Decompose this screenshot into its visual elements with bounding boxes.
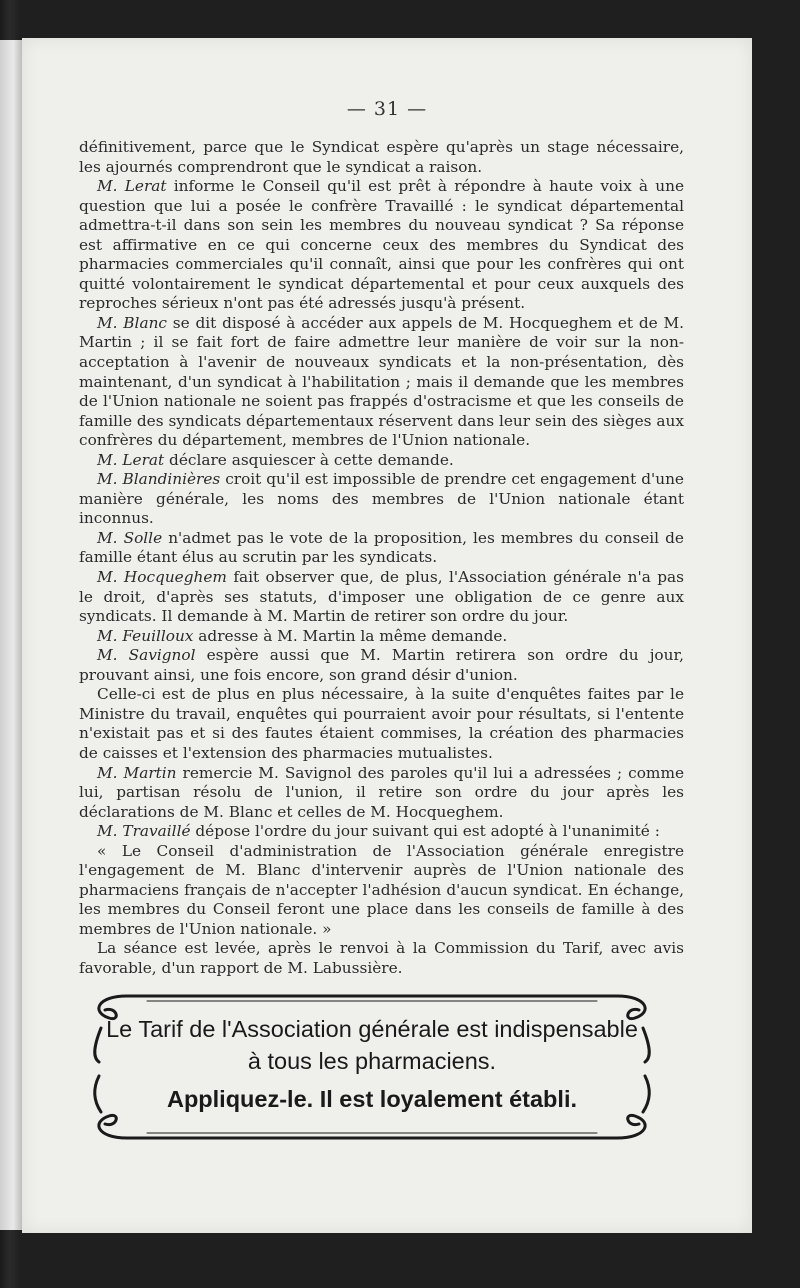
paragraph-7: M. Feuilloux adresse à M. Martin la même demande. [97,626,508,645]
paragraph-6: M. Hocqueghem fait observer que, de plus, l'Association générale n'a pas le droit, d'après ses statuts, d'imposer une obligation de ce genre aux syndicats. Il demande à M. Martin de retirer son ordre du jour. [79,568,684,626]
paragraph-4: M. Blandinières croit qu'il est impossible de prendre cet engagement d'une manière générale, les noms des membres de l'Union nationale étant inconnus. [79,470,684,528]
ad-slogan: Appliquez-le. Il est loyalement établi. [166,1086,578,1112]
ad-headline: Le Tarif de l'Association générale est indispensable [106,1016,638,1042]
page-number: — 31 — [346,98,428,120]
paragraph-12: « Le Conseil d'administration de l'Association générale enregistre l'engagement de M. Blanc d'intervenir auprès de l'Union nationale des pharmaciens français de n'accepter l'adhésion d'aucun syndicat. En échange, les membres du Conseil feront une place dans les conseils de famille à des membres de l'Union nationale. » [79,841,684,938]
paragraph-1: M. Lerat informe le Conseil qu'il est prêt à répondre à haute voix à une question que lui a posée le confrère Travaillé : le syndicat départemental admettra-t-il dans son sein les membres du nouveau syndicat ? Sa réponse est affirmative en ce qui concerne ceux des membres du Syndicat des pharmacies commerciales qu'il connaît, ainsi que pour les confrères qui ont quitté volontairement le syndicat départemental et pour ceux auxquels des reproches sérieux n'ont pas été adressés jusqu'à présent. [79,177,684,313]
paragraph-13: La séance est levée, après le renvoi à la Commission du Tarif, avec avis favorable, d'un rapport de M. Labussière. [79,939,684,977]
paragraph-10: M. Martin remercie M. Savignol des paroles qu'il lui a adressées ; comme lui, partisan résolu de l'union, il retire son ordre du jour après les déclarations de M. Blanc et celles de M. Hocqueghem. [79,763,684,821]
paragraph-11: M. Travaillé dépose l'ordre du jour suivant qui est adopté à l'unanimité : [97,822,660,841]
paragraph-5: M. Solle n'admet pas le vote de la proposition, les membres du conseil de famille étant élus au scrutin par les syndicats. [79,528,684,567]
body-text [79,138,684,979]
paragraph-0: définitivement, parce que le Syndicat espère qu'après un stage nécessaire, les ajournés comprendront que le syndicat a raison. [79,138,684,176]
paragraph-8: M. Savignol espère aussi que M. Martin retirera son ordre du jour, prouvant ainsi, une fois encore, son grand désir d'union. [79,646,684,684]
paragraph-3: M. Lerat déclare asquiescer à cette demande. [97,450,454,469]
advertisement-box [87,988,657,1148]
ad-subline: à tous les pharmaciens. [247,1048,497,1074]
facing-page-edge [0,40,22,1230]
document-page [22,38,752,1233]
paragraph-9: Celle-ci est de plus en plus nécessaire, à la suite d'enquêtes faites par le Ministre du travail, enquêtes qui pourraient avoir pour résultats, si l'entente n'existait pas et si des fautes étaient commises, la création des pharmacies de caisses et l'extension des pharmacies mutualistes. [79,685,684,762]
paragraph-2: M. Blanc se dit disposé à accéder aux appels de M. Hocqueghem et de M. Martin ; il se fait fort de faire admettre leur manière de voir sur la non-acceptation à l'avenir de nouveaux syndicats et la non-présentation, dès maintenant, d'un syndicat à l'habilitation ; mais il demande que les membres de l'Union nationale ne soient pas frappés d'ostracisme et que les conseils de famille des syndicats départementaux réservent dans leur sein des sièges aux confrères du département, membres de l'Union nationale. [79,313,684,450]
